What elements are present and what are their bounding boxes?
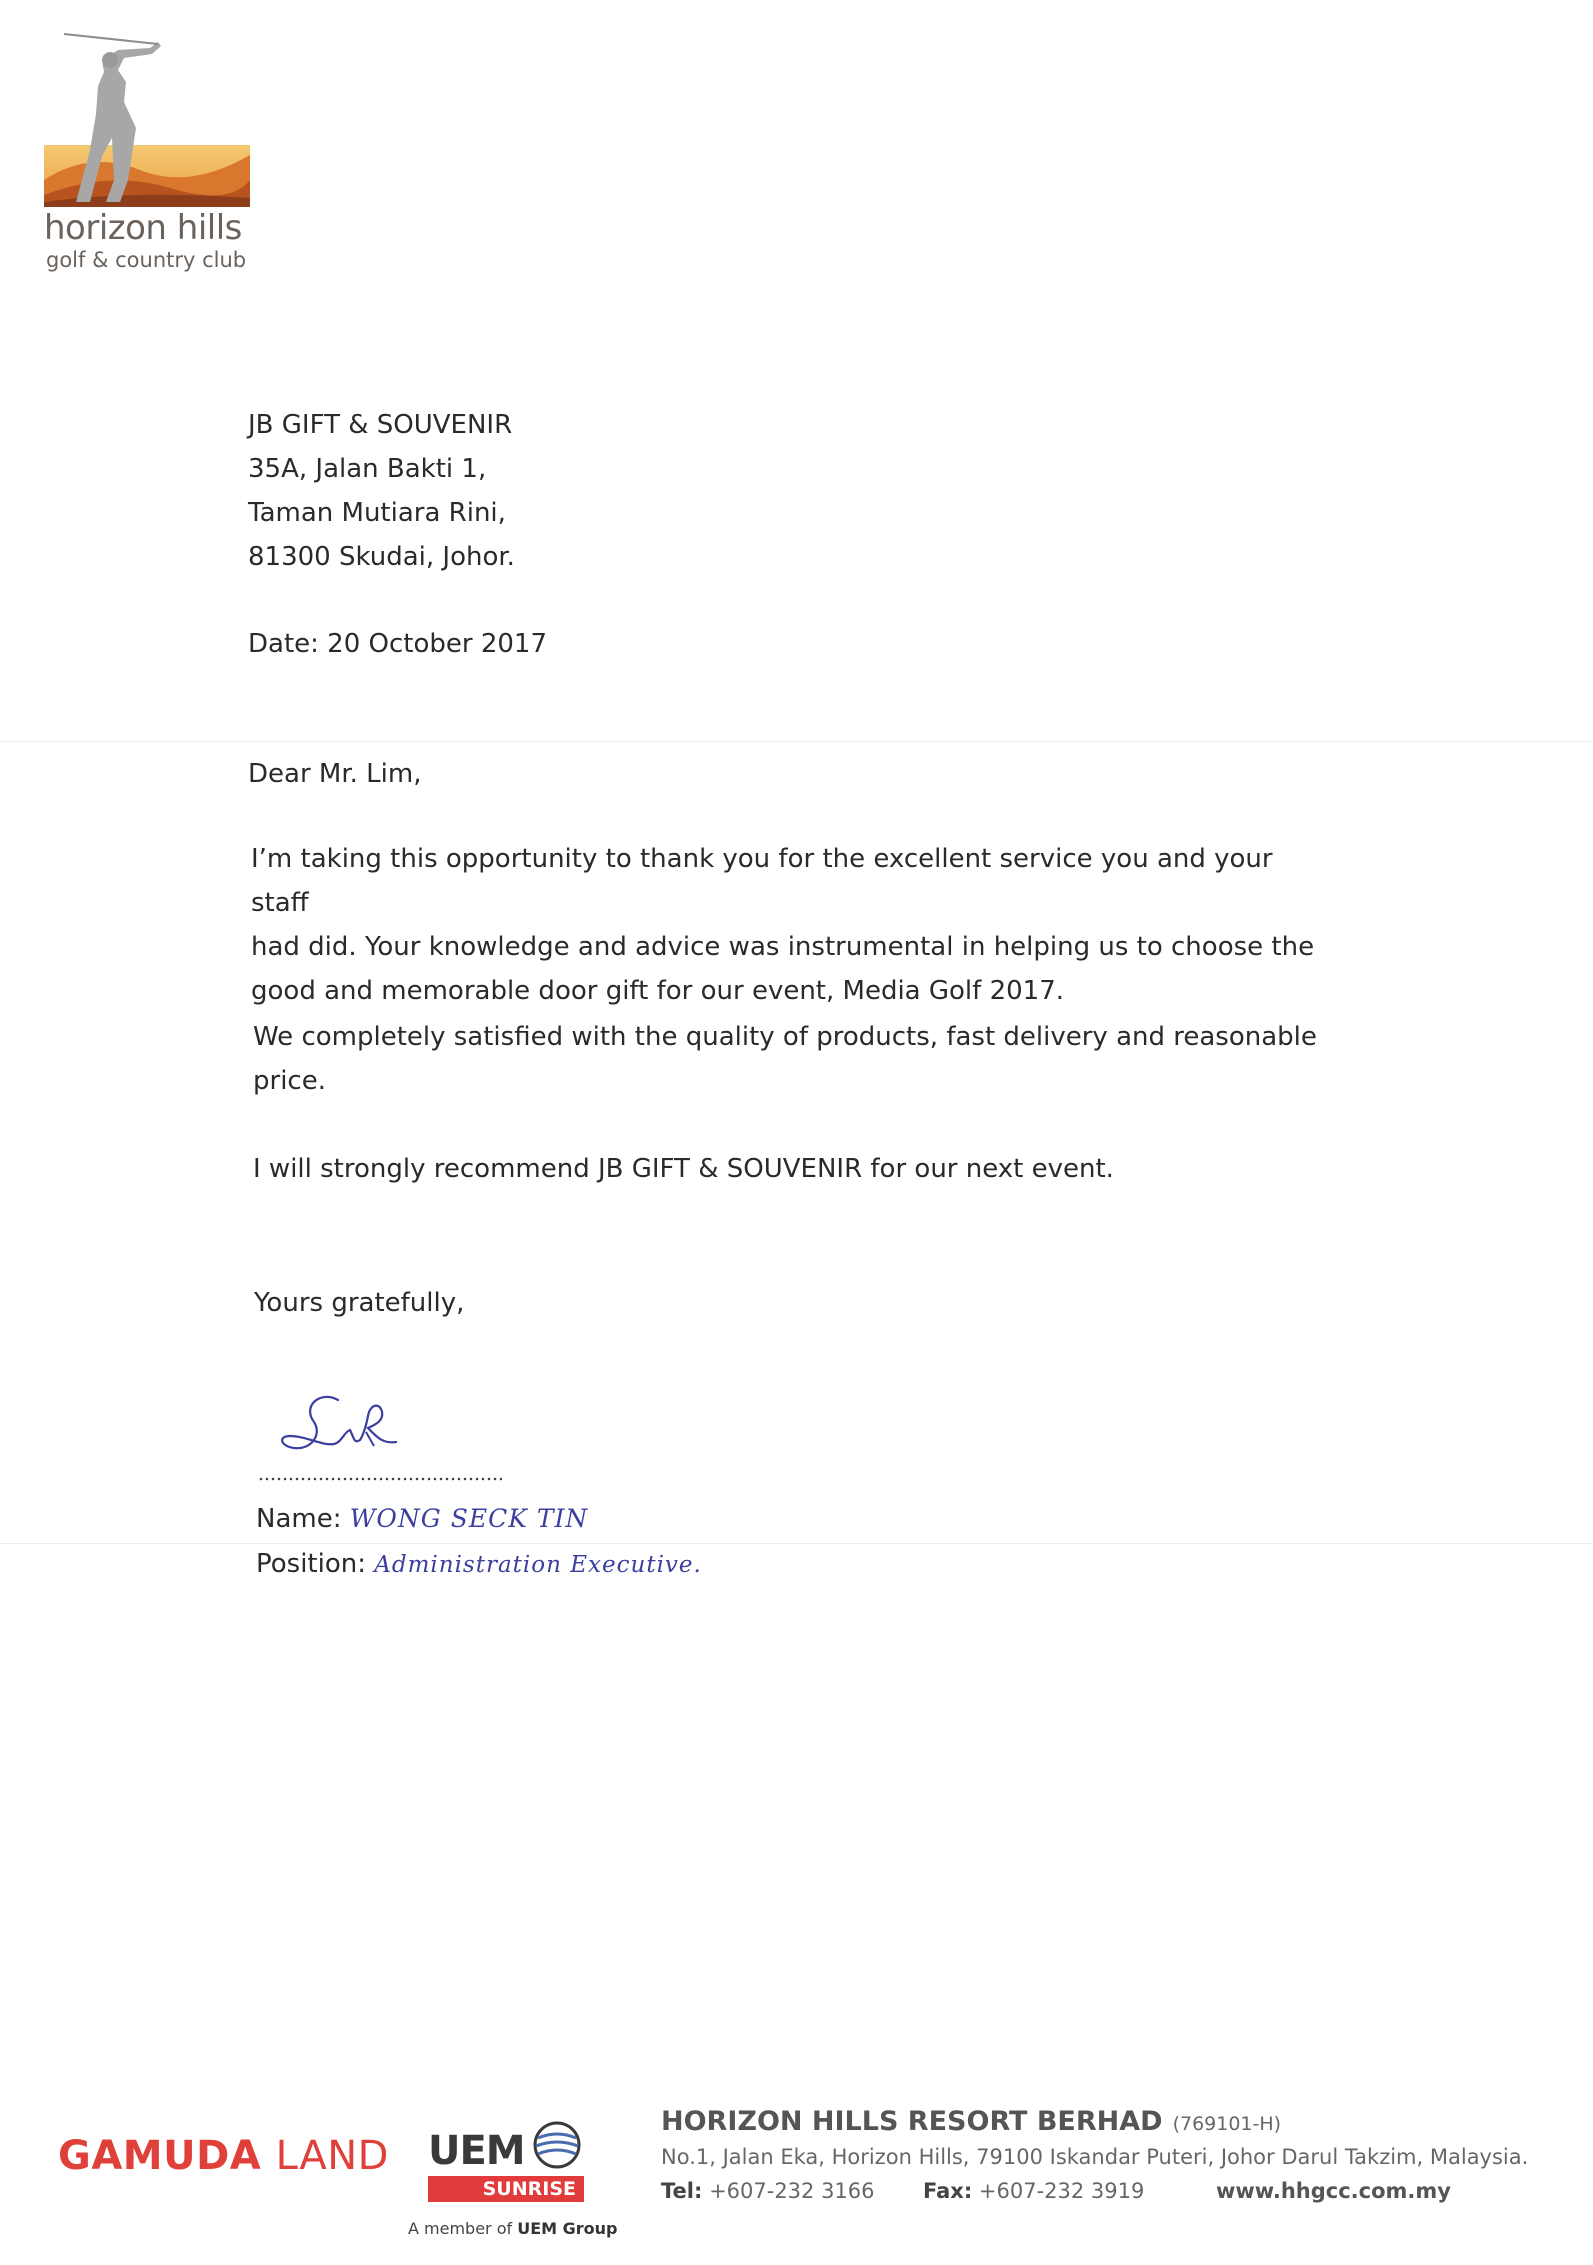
position-label: Position: — [256, 1549, 366, 1579]
fax-label: Fax: — [923, 2179, 973, 2203]
land-word: LAND — [275, 2133, 389, 2179]
member-of-text — [408, 2219, 618, 2238]
closing: Yours gratefully, — [254, 1288, 465, 1318]
golfer-landscape-icon — [40, 30, 255, 210]
sunrise-band: SUNRISE — [428, 2176, 584, 2202]
horizon-hills-logo — [40, 30, 270, 280]
body-paragraph-2 — [253, 1015, 1333, 1103]
company-name — [661, 2106, 1281, 2137]
name-field — [256, 1504, 588, 1534]
signature-line — [258, 1477, 502, 1481]
position-field — [256, 1549, 702, 1579]
globe-icon — [532, 2120, 582, 2170]
member-group: UEM Group — [517, 2219, 618, 2238]
address-line: 35A, Jalan Bakti 1, — [248, 454, 487, 484]
salutation: Dear Mr. Lim, — [248, 759, 422, 789]
body-line: I’m taking this opportunity to thank you for the excellent service you and your staff — [251, 844, 1273, 918]
company-address: No.1, Jalan Eka, Horizon Hills, 79100 Iskandar Puteri, Johor Darul Takzim, Malaysia. — [661, 2145, 1529, 2169]
tel-value: +607-232 3166 — [709, 2179, 875, 2203]
company-contact — [661, 2179, 1451, 2203]
address-line: Taman Mutiara Rini, — [248, 498, 506, 528]
name-label: Name: — [256, 1504, 342, 1534]
paper-fold-lower — [0, 1543, 1593, 1544]
body-paragraph-1 — [251, 837, 1331, 1013]
logo-name: horizon hills — [44, 208, 242, 248]
body-line: I will strongly recommend JB GIFT & SOUVENIR for our next event. — [253, 1154, 1114, 1184]
body-line: We completely satisfied with the quality of products, fast delivery and reasonable — [253, 1022, 1317, 1052]
logo-subtitle: golf & country club — [46, 248, 247, 272]
recipient-address — [248, 403, 515, 579]
position-value: Administration Executive. — [374, 1552, 702, 1578]
website-link[interactable]: www.hhgcc.com.my — [1216, 2179, 1451, 2203]
letter-date: Date: 20 October 2017 — [248, 629, 547, 659]
body-line: good and memorable door gift for our event, Media Golf 2017. — [251, 976, 1065, 1006]
address-line: 81300 Skudai, Johor. — [248, 542, 515, 572]
fax-value: +607-232 3919 — [978, 2179, 1145, 2203]
name-value: WONG SECK TIN — [349, 1504, 589, 1533]
address-line: JB GIFT & SOUVENIR — [248, 410, 513, 440]
fax-block — [923, 2179, 1144, 2203]
tel-label: Tel: — [661, 2179, 703, 2203]
body-line: price. — [253, 1066, 326, 1096]
company-reg: (769101-H) — [1172, 2113, 1282, 2135]
handwritten-signature — [250, 1388, 420, 1478]
gamuda-land-logo — [58, 2133, 389, 2179]
company-name-text: HORIZON HILLS RESORT BERHAD — [661, 2106, 1163, 2137]
uem-word: UEM — [428, 2128, 525, 2174]
gamuda-word: GAMUDA — [58, 2133, 262, 2179]
paper-fold-upper — [0, 741, 1593, 742]
body-paragraph-3 — [253, 1147, 1333, 1191]
member-prefix: A member of — [408, 2219, 513, 2238]
uem-sunrise-logo — [426, 2118, 596, 2208]
body-line: had did. Your knowledge and advice was instrumental in helping us to choose the — [251, 932, 1315, 962]
